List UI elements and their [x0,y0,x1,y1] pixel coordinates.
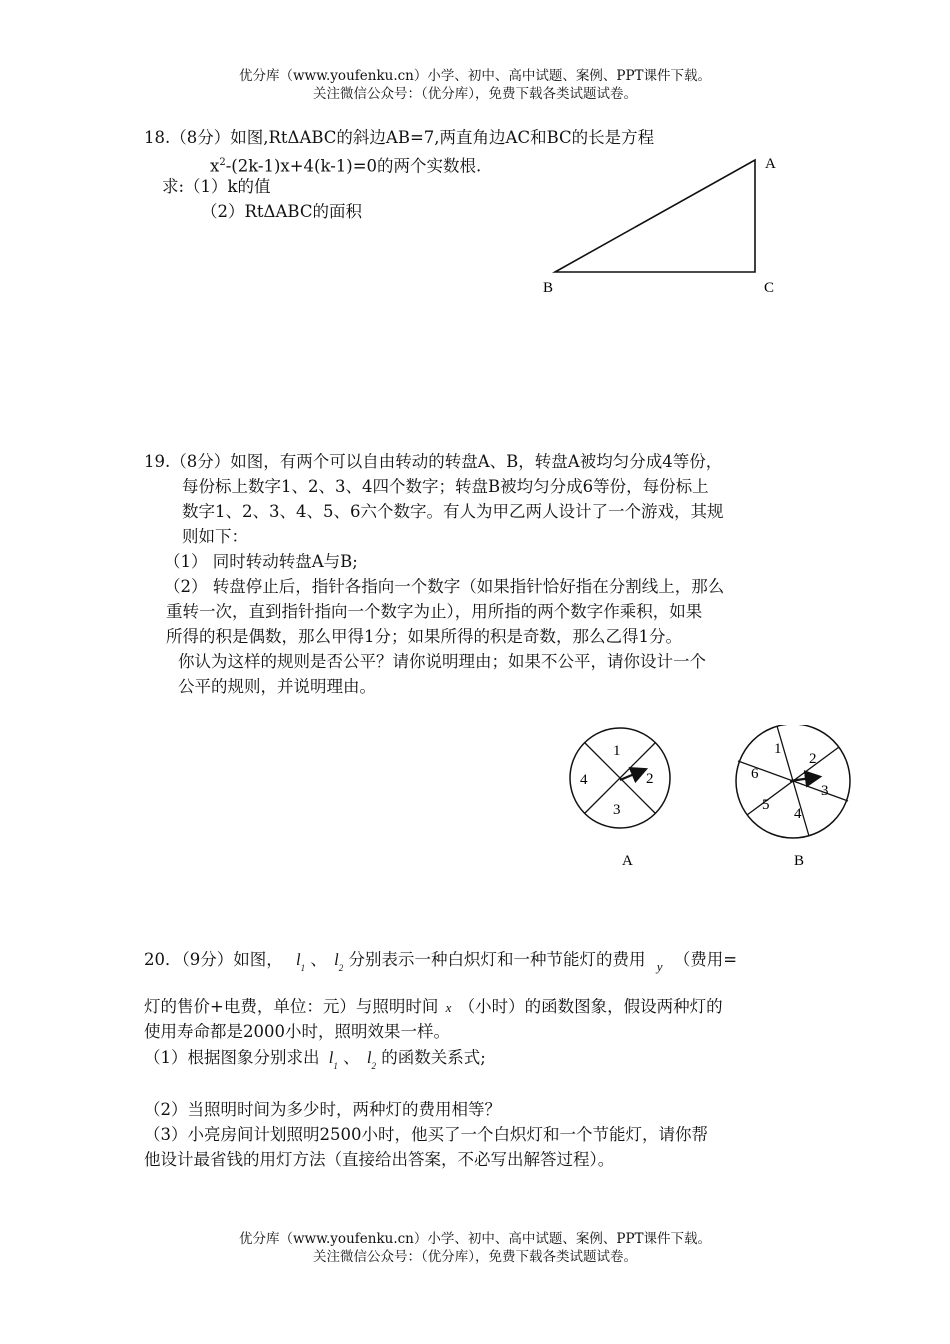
spinner-b-num-6: 6 [751,766,759,782]
q20-line-2-tail: （小时）的函数图象，假设两种灯的 [458,997,723,1016]
l1-symbol: $l_1$ [296,950,306,973]
q19-line-3: 数字1、2、3、4、5、6六个数字。有人为甲乙两人设计了一个游戏，其规 [182,502,724,521]
q19-rule-2-line-1: （2） 转盘停止后，指针各指向一个数字（如果指针恰好指在分割线上，那么 [164,577,725,596]
triangle-label-b: B [543,280,554,296]
q19-line-1: 19.（8分）如图，有两个可以自由转动的转盘A、B，转盘A被均匀分成4等份， [144,452,723,471]
q20-line-1-text: 分别表示一种白炽灯和一种节能灯的费用 [348,950,646,969]
triangle-label-c: C [764,280,775,296]
spinner-a-label: A [622,853,633,869]
q20-line-1-tail: （费用= [673,950,738,969]
q19-ask-line-2: 公平的规则，并说明理由。 [178,677,376,696]
right-triangle-abc [555,160,755,272]
triangle-label-a: A [765,156,776,172]
q20-part-1-text: （1）根据图象分别求出 [144,1048,320,1067]
footer-line-2: 关注微信公众号：（优分库），免费下载各类试题试卷。 [313,1249,637,1265]
p1-l1-symbol: $l_1$ [328,1048,338,1071]
l2-symbol: $l_2$ [334,950,344,973]
q20-part-1 [144,1046,486,1072]
spinner-a-num-2: 2 [646,771,654,787]
q19-line-2: 每份标上数字1、2、3、4四个数字；转盘B被均匀分成6等份，每份标上 [182,477,709,496]
q20-part-3-line-2: 他设计最省钱的用灯方法（直接给出答案，不必写出解答过程）。 [144,1150,615,1169]
spinner-a-num-1: 1 [613,743,621,759]
q20-part-1-tail: 的函数关系式; [381,1048,486,1067]
q18-eq-x: x [210,156,220,176]
q20-separator: 、 [310,950,327,969]
q18-ask: 求:（1）k的值 [162,177,271,196]
x-symbol: x [445,1000,452,1015]
spinner-b-num-2: 2 [809,751,817,767]
spinner-a-num-3: 3 [613,802,621,818]
q19-rule-2-line-2: 重转一次，直到指针指向一个数字为止），用所指的两个数字作乘积，如果 [166,602,703,621]
q18-line-1: 18.（8分）如图,RtΔABC的斜边AB=7,两直角边AC和BC的长是方程 [144,128,655,147]
p1-separator: 、 [343,1048,360,1067]
q18-triangle-figure [535,148,795,308]
q19-rule-2-line-3: 所得的积是偶数，那么甲得1分；如果所得的积是奇数，那么乙得1分。 [166,627,682,646]
spinner-b-num-5: 5 [762,797,770,813]
q18-part-2: （2）RtΔABC的面积 [201,202,362,221]
spinner-b-figure [730,725,860,875]
q20-intro: 20．（9分）如图， [144,950,283,969]
footer-line-1: 优分库（www.youfenku.cn）小学、初中、高中试题、案例、PPT课件下载。 [238,1231,712,1247]
spinner-b-label: B [794,853,805,869]
q20-part-3-line-1: （3）小亮房间计划照明2500小时，他买了一个白炽灯和一个节能灯，请你帮 [144,1125,708,1144]
q20-line-3: 使用寿命都是2000小时，照明效果一样。 [144,1022,450,1041]
spinner-b-pointer [790,777,818,781]
q20-line-2-text: 灯的售价+电费，单位：元）与照明时间 [144,997,439,1016]
header-line-2: 关注微信公众号：（优分库），免费下载各类试题试卷。 [313,86,637,102]
q20-part-2: （2）当照明时间为多少时，两种灯的费用相等？ [144,1100,501,1119]
q20-line-1 [144,948,737,974]
p1-l2-symbol: $l_2$ [366,1048,376,1071]
spinner-b-num-4: 4 [794,806,802,822]
spinner-b-num-3: 3 [821,783,829,799]
q20-line-2 [144,995,723,1020]
spinner-a-figure [560,725,690,875]
q18-eq-rest: -(2k-1)x+4(k-1)=0的两个实数根. [225,156,482,176]
header-line-1: 优分库（www.youfenku.cn）小学、初中、高中试题、案例、PPT课件下载。 [238,68,712,84]
q19-ask-line-1: 你认为这样的规则是否公平？请你说明理由；如果不公平，请你设计一个 [178,652,706,671]
q19-rule-1: （1） 同时转动转盘A与B; [164,552,358,571]
spinner-a-num-4: 4 [580,772,588,788]
q18-eq-sup: 2 [219,157,226,168]
spinner-b-num-1: 1 [774,741,782,757]
y-symbol: y [656,959,663,974]
q19-line-4: 则如下： [182,527,248,546]
